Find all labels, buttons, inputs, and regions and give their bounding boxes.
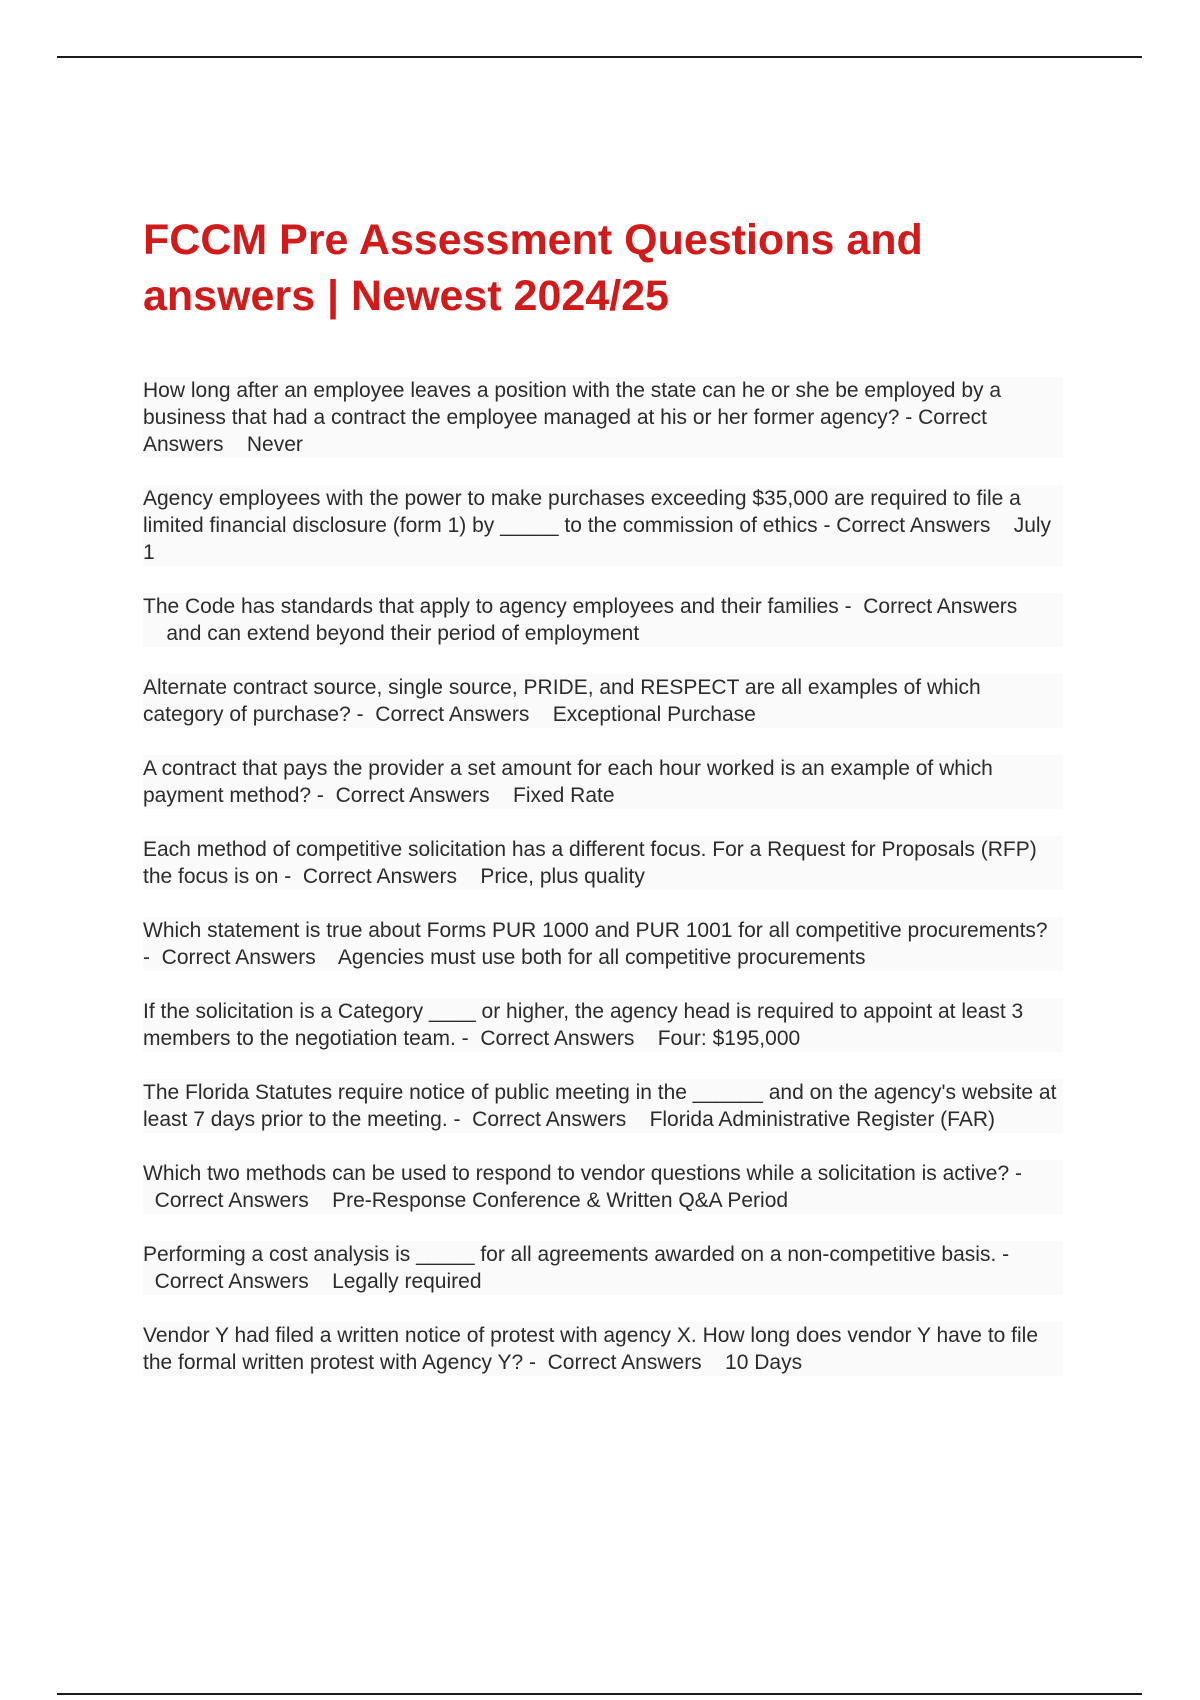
qa-item bbox=[143, 917, 1063, 971]
question-text: The Code has standards that apply to agency employees and their families - bbox=[143, 595, 852, 618]
answer-text: Agencies must use both for all competitive procurements bbox=[337, 946, 866, 969]
answer-text: Four: $195,000 bbox=[657, 1027, 801, 1050]
question-text: Which statement is true about Forms PUR 1000 and PUR 1001 for all competitive procurements? - bbox=[143, 919, 1048, 969]
qa-item bbox=[143, 1322, 1063, 1376]
answer-label: Correct Answers bbox=[161, 946, 316, 969]
title-line-1: FCCM Pre Assessment Questions and bbox=[143, 216, 923, 264]
answer-label: Correct Answers bbox=[154, 1270, 309, 1293]
answer-label: Correct Answers bbox=[836, 514, 991, 537]
answer-label: Correct Answers bbox=[480, 1027, 635, 1050]
answer-text: Exceptional Purchase bbox=[552, 703, 756, 726]
answer-text: Florida Administrative Register (FAR) bbox=[649, 1108, 995, 1131]
qa-item bbox=[143, 674, 1063, 728]
answer-label: Correct Answers bbox=[472, 1108, 627, 1131]
question-text: Vendor Y had filed a written notice of protest with agency X. How long does vendor Y have to file the formal written protest with Agency Y? - bbox=[143, 1324, 1039, 1374]
qa-list bbox=[143, 377, 1063, 1403]
question-text: Each method of competitive solicitation has a different focus. For a Request for Proposals (RFP) the focus is on - bbox=[143, 838, 1037, 888]
answer-text: 10 Days bbox=[725, 1351, 803, 1374]
qa-item bbox=[143, 1241, 1063, 1295]
question-text: How long after an employee leaves a position with the state can he or she be employed by a business that had a contract the employee managed at his or her former agency? - bbox=[143, 379, 1002, 429]
answer-text: July 1 bbox=[143, 514, 1052, 564]
question-text: Which two methods can be used to respond to vendor questions while a solicitation is active? - bbox=[143, 1162, 1022, 1185]
answer-text: Pre-Response Conference & Written Q&A Period bbox=[332, 1189, 789, 1212]
qa-item bbox=[143, 755, 1063, 809]
answer-label: Correct Answers bbox=[335, 784, 490, 807]
question-text: Alternate contract source, single source, PRIDE, and RESPECT are all examples of which category of purchase? - bbox=[143, 676, 981, 726]
answer-text: and can extend beyond their period of employment bbox=[166, 622, 640, 645]
answer-label: Correct Answers bbox=[302, 865, 457, 888]
qa-item bbox=[143, 836, 1063, 890]
qa-item bbox=[143, 377, 1063, 458]
qa-item bbox=[143, 485, 1063, 566]
answer-text: Price, plus quality bbox=[480, 865, 645, 888]
qa-item bbox=[143, 998, 1063, 1052]
answer-text: Fixed Rate bbox=[513, 784, 615, 807]
qa-item bbox=[143, 1160, 1063, 1214]
answer-label: Correct Answers bbox=[863, 595, 1018, 618]
answer-label: Correct Answers bbox=[154, 1189, 309, 1212]
qa-item bbox=[143, 1079, 1063, 1133]
answer-label: Correct Answers bbox=[547, 1351, 702, 1374]
answer-label: Correct Answers bbox=[375, 703, 530, 726]
top-rule bbox=[57, 56, 1142, 58]
question-text: A contract that pays the provider a set amount for each hour worked is an example of which payment method? - bbox=[143, 757, 993, 807]
question-text: Agency employees with the power to make purchases exceeding $35,000 are required to file a limited financial disclosure (form 1) by _____ to the commission of ethics - bbox=[143, 487, 1021, 537]
document-title bbox=[143, 212, 1083, 324]
question-text: If the solicitation is a Category ____ or higher, the agency head is required to appoint at least 3 members to the negotiation team. - bbox=[143, 1000, 1024, 1050]
answer-label: Correct Answers bbox=[143, 406, 987, 456]
question-text: The Florida Statutes require notice of public meeting in the ______ and on the agency's website at least 7 days prior to the meeting. - bbox=[143, 1081, 1057, 1131]
answer-text: Legally required bbox=[332, 1270, 482, 1293]
bottom-rule bbox=[57, 1693, 1142, 1695]
qa-item bbox=[143, 593, 1063, 647]
title-line-2: answers | Newest 2024/25 bbox=[143, 272, 669, 320]
answer-text: Never bbox=[246, 433, 303, 456]
question-text: Performing a cost analysis is _____ for all agreements awarded on a non-competitive basis. - bbox=[143, 1243, 1010, 1266]
